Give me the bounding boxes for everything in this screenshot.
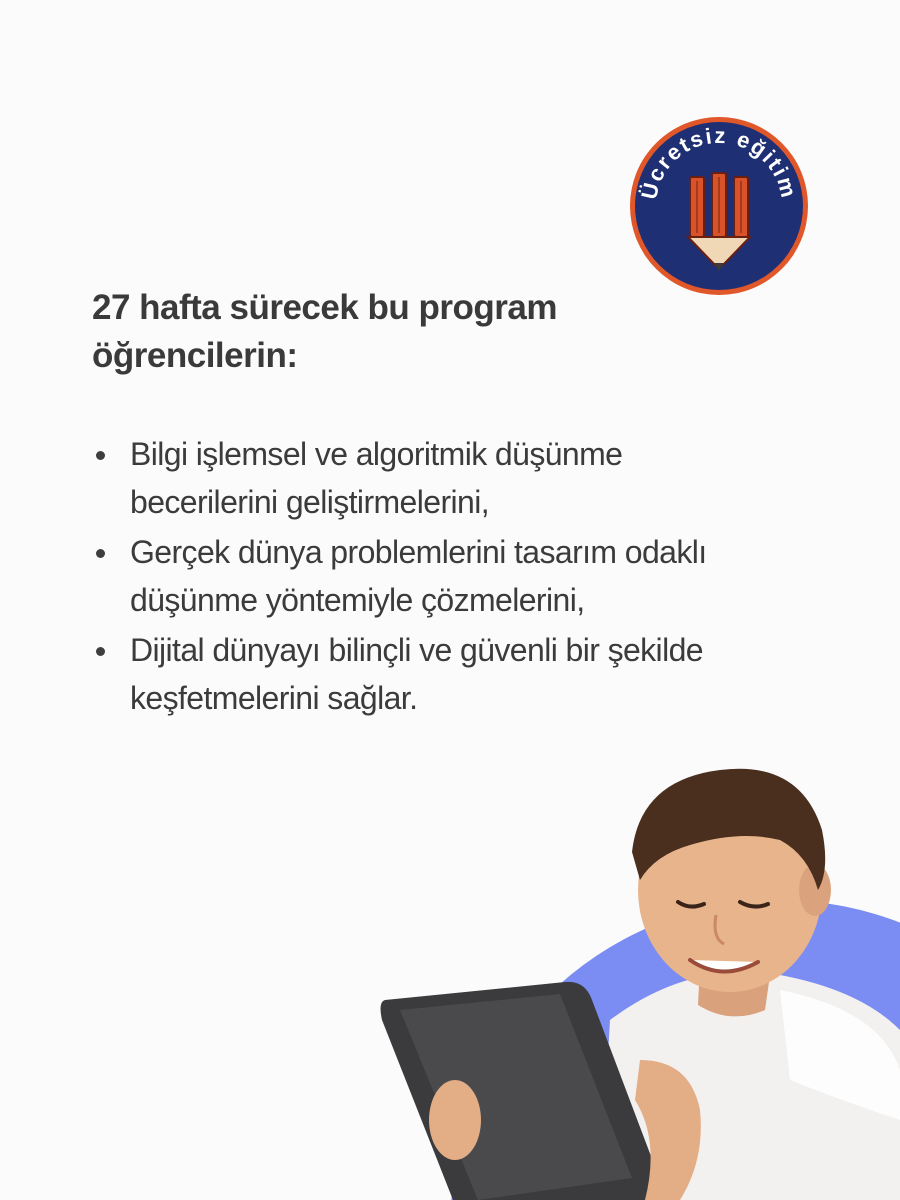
free-training-badge [628,115,810,297]
badge-text: Ücretsiz eğitim [636,122,803,202]
program-heading: 27 hafta sürecek bu program öğrencilerin: [92,288,557,375]
boy-with-tablet-photo [360,760,900,1200]
bullet-dot-icon [96,647,105,656]
list-item-text: Gerçek dünya problemlerini tasarım odaklı düşünme yöntemiyle çözmelerini, [130,534,707,618]
bullet-dot-icon [96,549,105,558]
bullet-dot-icon [96,451,105,460]
left-hand [429,1080,481,1160]
list-item [92,528,752,624]
list-item-text: Bilgi işlemsel ve algoritmik düşünme becerilerini geliştirmelerini, [130,436,623,520]
list-item-text: Dijital dünyayı bilinçli ve güvenli bir şekilde keşfetmelerini sağlar. [130,632,703,716]
list-item [92,430,752,526]
list-item [92,626,752,722]
benefits-list [92,430,752,724]
pencil-icon [628,115,810,297]
